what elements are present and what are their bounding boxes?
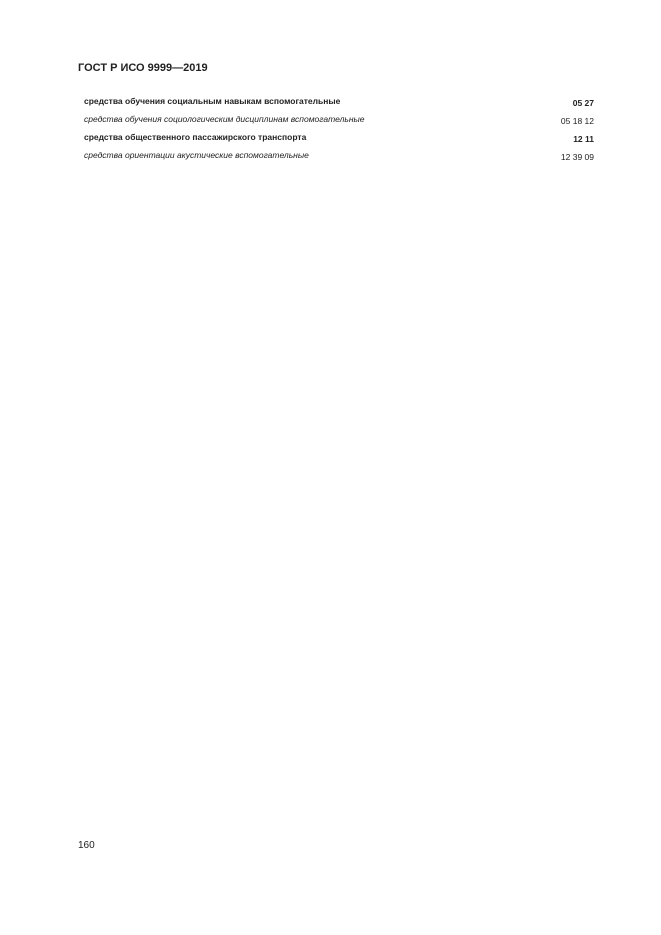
- index-entry: [84, 132, 594, 144]
- index-term: средства общественного пассажирского транспорта: [84, 131, 307, 142]
- classification-code: 05 18 12: [560, 115, 594, 126]
- classification-code: 12 11: [573, 133, 594, 144]
- index-term: средства ориентации акустические вспомогательные: [84, 149, 309, 160]
- index-entry: [84, 96, 594, 108]
- document-header: ГОСТ Р ИСО 9999—2019: [78, 62, 208, 74]
- index-term: средства обучения социологическим дисциплинам вспомогательные: [84, 113, 365, 124]
- index-entry: [84, 114, 594, 126]
- classification-code: 12 39 09: [560, 151, 594, 162]
- index-term: средства обучения социальным навыкам вспомогательные: [84, 96, 341, 106]
- classification-code: 05 27: [572, 97, 594, 108]
- index-entry: [84, 150, 594, 162]
- index-list: [84, 96, 594, 168]
- page-number: 160: [78, 840, 95, 851]
